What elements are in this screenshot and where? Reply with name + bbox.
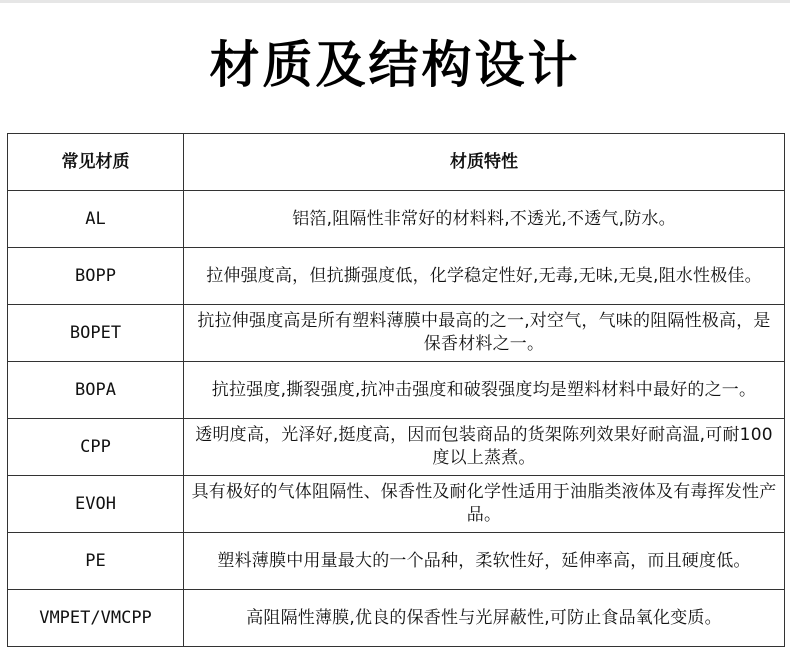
material-cell: EVOH [8,476,184,533]
material-cell: VMPET/VMCPP [8,590,184,647]
header-material: 常见材质 [8,134,184,191]
table-row [8,476,785,533]
property-cell: 具有极好的气体阻隔性、保香性及耐化学性适用于油脂类液体及有毒挥发性产品。 [184,476,785,533]
material-cell: BOPP [8,248,184,305]
table-row [8,191,785,248]
material-cell: BOPET [8,305,184,362]
material-cell: PE [8,533,184,590]
property-cell: 抗拉强度,撕裂强度,抗冲击强度和破裂强度均是塑料材料中最好的之一。 [184,362,785,419]
property-cell: 透明度高，光泽好,挺度高，因而包装商品的货架陈列效果好耐高温,可耐100度以上蒸煮。 [184,419,785,476]
table-row [8,362,785,419]
table-row [8,590,785,647]
property-cell: 抗拉伸强度高是所有塑料薄膜中最高的之一,对空气，气味的阻隔性极高，是保香材料之一。 [184,305,785,362]
table-row [8,533,785,590]
table-row [8,248,785,305]
table-row [8,305,785,362]
header-property: 材质特性 [184,134,785,191]
material-cell: CPP [8,419,184,476]
materials-table [7,133,785,647]
property-cell: 拉伸强度高，但抗撕强度低，化学稳定性好,无毒,无味,无臭,阻水性极佳。 [184,248,785,305]
property-cell: 塑料薄膜中用量最大的一个品种，柔软性好，延伸率高，而且硬度低。 [184,533,785,590]
top-divider [0,0,790,3]
property-cell: 高阻隔性薄膜,优良的保香性与光屏蔽性,可防止食品氧化变质。 [184,590,785,647]
page-title: 材质及结构设计 [209,36,581,94]
property-cell: 铝箔,阻隔性非常好的材料料,不透光,不透气,防水。 [184,191,785,248]
material-cell: AL [8,191,184,248]
material-cell: BOPA [8,362,184,419]
table-row [8,419,785,476]
table-header-row [8,134,785,191]
